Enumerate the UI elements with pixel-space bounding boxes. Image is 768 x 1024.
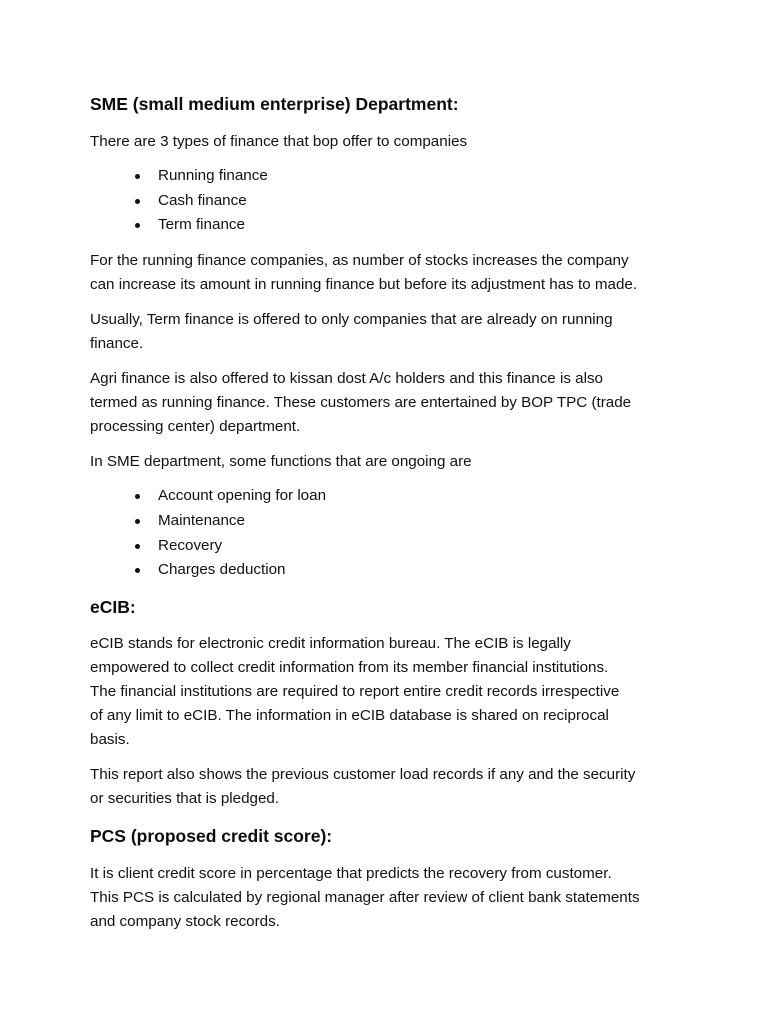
document-page bbox=[90, 92, 690, 934]
ecib-heading: eCIB: bbox=[90, 596, 136, 617]
pcs-heading: PCS (proposed credit score): bbox=[90, 825, 333, 846]
list-item: Recovery bbox=[90, 534, 690, 559]
sme-functions-intro: In SME department, some functions that are ongoing are bbox=[90, 453, 472, 471]
list-item: Account opening for loan bbox=[90, 484, 690, 509]
sme-functions-list bbox=[90, 484, 690, 583]
list-item: Term finance bbox=[90, 213, 690, 238]
pcs-paragraph: It is client credit score in percentage that predicts the recovery from customer. This PCS is calculated by regional manager after review of client bank statements and company stock records. bbox=[90, 864, 640, 930]
list-item: Maintenance bbox=[90, 509, 690, 534]
list-item: Charges deduction bbox=[90, 558, 690, 583]
list-item: Running finance bbox=[90, 164, 690, 189]
sme-paragraph-agri-finance: Agri finance is also offered to kissan dost A/c holders and this finance is also termed as running finance. These customers are entertained by BOP TPC (trade processing center) department. bbox=[90, 370, 632, 436]
sme-intro: There are 3 types of finance that bop offer to companies bbox=[90, 133, 468, 150]
sme-paragraph-term-finance: Usually, Term finance is offered to only companies that are already on running finance. bbox=[90, 311, 613, 353]
sme-paragraph-running-finance: For the running finance companies, as number of stocks increases the company can increase its amount in running finance but before its adjustment has to made. bbox=[90, 252, 638, 294]
list-item: Cash finance bbox=[90, 189, 690, 214]
ecib-paragraph-report: This report also shows the previous customer load records if any and the security or securities that is pledged. bbox=[90, 765, 636, 807]
sme-heading: SME (small medium enterprise) Department: bbox=[90, 94, 459, 114]
finance-types-list bbox=[90, 164, 690, 238]
ecib-paragraph-definition: eCIB stands for electronic credit information bureau. The eCIB is legally empowered to collect credit information from its member financial institutions. The financial institutions are required to report entire credit records irrespective of any limit to eCIB. The information in eCIB database is shared on reciprocal basis. bbox=[90, 634, 620, 748]
